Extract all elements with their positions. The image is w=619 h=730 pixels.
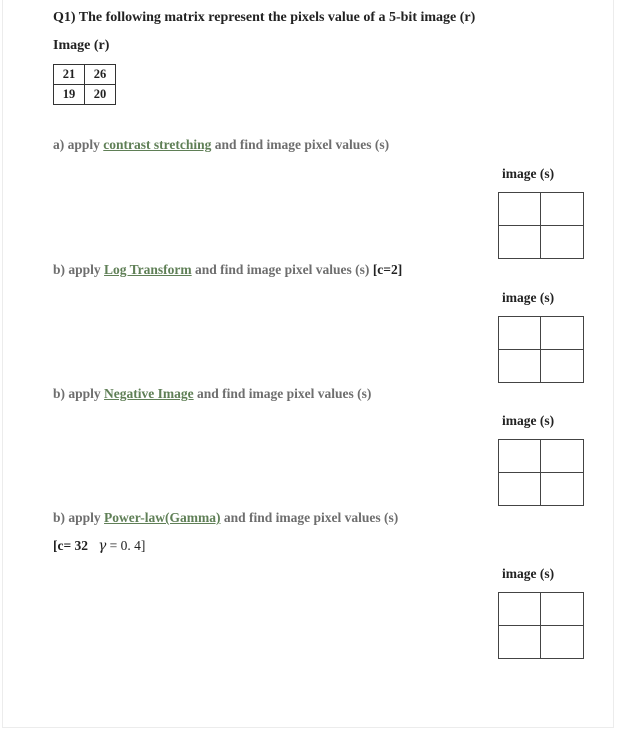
answer-cell[interactable] [499,193,541,226]
answer-cell[interactable] [499,350,541,383]
answer-cell[interactable] [499,317,541,350]
result-b-negative-label: image (s) [502,413,555,428]
image-r-label: Image (r) [53,38,110,53]
part-b-gamma-question [53,510,398,526]
matrix-row [54,65,116,85]
part-prefix: a) apply [53,137,104,152]
log-constant: [c=2] [372,262,403,277]
part-b-log-question [53,262,402,278]
method-negative-image: Negative Image [104,386,194,401]
answer-cell[interactable] [499,626,541,659]
part-b-negative-question [53,386,371,402]
answer-cell[interactable] [541,626,583,659]
method-contrast-stretching: contrast stretching [103,137,212,152]
part-prefix: b) apply [53,510,105,525]
gamma-c-param: [c= 32 [53,538,89,553]
answer-cell[interactable] [541,593,583,626]
result-a-label: image (s) [502,166,555,181]
answer-cell[interactable] [541,350,583,383]
answer-cell[interactable] [499,226,541,259]
matrix-cell: 20 [85,85,116,105]
image-r-matrix [53,64,116,105]
part-prefix: b) apply [53,386,105,401]
matrix-row [54,85,116,105]
answer-cell[interactable] [541,317,583,350]
method-power-law-gamma: Power-law(Gamma) [104,510,221,525]
matrix-cell: 26 [85,65,116,85]
answer-cell[interactable] [499,473,541,506]
result-b-gamma-grid [498,592,584,659]
gamma-value: = 0. 4] [109,538,146,553]
gamma-symbol: γ [98,538,107,554]
result-b-log-label: image (s) [502,290,555,305]
answer-cell[interactable] [541,440,583,473]
part-suffix: and find image pixel values (s) [220,510,399,525]
gamma-parameters [53,538,145,554]
answer-cell[interactable] [541,226,583,259]
result-b-negative-grid [498,439,584,506]
answer-cell[interactable] [541,193,583,226]
question-title: Q1) The following matrix represent the pixels value of a 5-bit image (r) [53,10,476,25]
part-suffix: and find image pixel values (s) [191,262,373,277]
result-a-grid [498,192,584,259]
part-suffix: and find image pixel values (s) [193,386,372,401]
answer-cell[interactable] [541,473,583,506]
part-suffix: and find image pixel values (s) [211,137,390,152]
answer-cell[interactable] [499,593,541,626]
result-b-gamma-label: image (s) [502,566,555,581]
method-log-transform: Log Transform [104,262,192,277]
part-a-question [53,137,389,153]
part-prefix: b) apply [53,262,105,277]
result-b-log-grid [498,316,584,383]
matrix-cell: 21 [54,65,85,85]
matrix-cell: 19 [54,85,85,105]
answer-cell[interactable] [499,440,541,473]
